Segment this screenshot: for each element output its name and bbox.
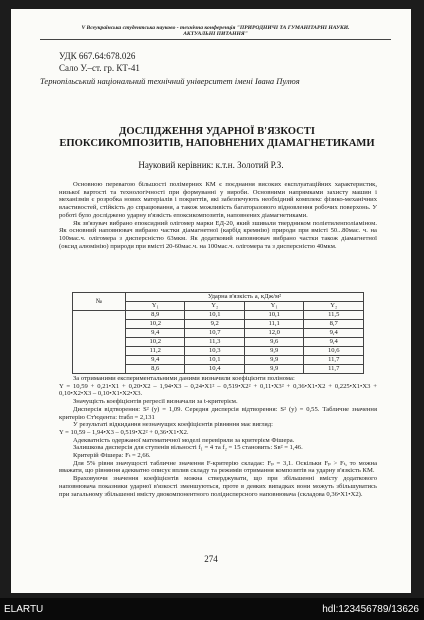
table-cell: 11,5 [304, 311, 364, 320]
author-line: Сало У.–ст. гр. КТ-41 [59, 63, 140, 73]
table-cell: 10,1 [185, 356, 244, 365]
table-row [73, 356, 364, 365]
table-cell: 11,7 [304, 365, 364, 374]
table-cell: 9,6 [244, 338, 303, 347]
table-cell: 9,2 [185, 320, 244, 329]
table-cell: 11,2 [126, 347, 185, 356]
table-cell: 9,4 [126, 356, 185, 365]
intro-text [59, 181, 377, 250]
table-cell: 11,7 [304, 356, 364, 365]
table-cell: 9,9 [244, 356, 303, 365]
paragraph-dispersion: Дисперсія відтворення: S² (y) = 1,09. Середня дисперсія відтворення: S² (y) = 0,55. Табличне значення критерію Ст'юдента: tтабл = 2,131 [59, 405, 377, 421]
table-cell: 8,9 [126, 311, 185, 320]
paragraph-materials: Як зв'язувач вибрано епоксидний олігомер марки ЕД-20, який зшивали твердником поліетиленполіаміном. Як основний наповнювач вибрано частки діамагнетної (карбід кремнію) природи при вмісті 50...80мас. ч. на 100мас.ч. олігомера з дисперсністю 63мкм. Як додатковий наповнювач вибрано частки також діамагнетної (оксид алюмінію) природи при вмісті 20-60мас.ч. на 100мас.ч. олігомера та з дисперсністю 40мкм. [59, 219, 377, 250]
table-cell: 10,2 [126, 320, 185, 329]
table-subheader: Y₁ [244, 302, 303, 311]
header-line-1: V Всеукраїнська студентська науково - технічна конференція "ПРИРОДНИЧІ ТА ГУМАНІТАРНІ НАУКИ. [81, 25, 350, 31]
table-cell: 9,4 [126, 329, 185, 338]
table-row [73, 320, 364, 329]
table-header-number: № [73, 293, 126, 311]
paper-page [11, 9, 411, 593]
supervisor-line: Науковий керівник: к.т.н. Золотий Р.З. [138, 160, 284, 170]
table-row [73, 311, 364, 320]
table-cell: 8,7 [304, 320, 364, 329]
table-row [73, 365, 364, 374]
table-subheader: Y₁ [126, 302, 185, 311]
table-cell: 9,4 [304, 329, 364, 338]
table-subheader: Y₂ [185, 302, 244, 311]
header-line-2: АКТУАЛЬНІ ПИТАННЯ" [183, 31, 248, 38]
table-row [73, 338, 364, 347]
title-line-1: ДОСЛІДЖЕННЯ УДАРНОЇ В'ЯЗКОСТІ [119, 126, 315, 137]
table-subheader: Y₂ [304, 302, 364, 311]
table-cell: 11,1 [244, 320, 303, 329]
affiliation: Тернопільський національний технічний університет імені Івана Пулюя [40, 76, 300, 86]
table-header-main: Ударна в'язкість а, кДж/м² [126, 293, 364, 302]
table-cell: 9,4 [304, 338, 364, 347]
footer-repository-name: ELARTU [4, 604, 44, 615]
table-cell: 10,1 [185, 311, 244, 320]
paragraph-adequacy: Адекватність одержаної математичної моделі перевіряли за критерієм Фішера. [73, 436, 295, 444]
table-cell: 10,3 [185, 347, 244, 356]
table-row [73, 329, 364, 338]
paragraph-t-criterion: Значущість коефіцієнтів регресії визначали за t-критерієм. [73, 398, 238, 406]
paragraph-coefficients-intro: За отриманими експериментальними даними визначили коефіцієнти полінома: [73, 375, 295, 382]
paragraph-f-table: Для 5% рівня значущості табличне значення F-критерію складає: Fₚ = 3,1. Оскільки Fₚ > Fₜ, то можна вважати, що рівняння адекватно описує вплив складу та режимів отримання композитів на ударну в'язкість КМ. [59, 459, 377, 475]
table-header-row [73, 293, 364, 302]
table-cell: 10,7 [185, 329, 244, 338]
table-cell: 9,9 [244, 365, 303, 374]
impact-strength-table [72, 292, 364, 374]
udc-code: УДК 667.64:678.026 [59, 51, 136, 61]
paragraph-reduced-intro: У результаті відкидання незначущих коефіцієнтів рівняння має вигляд: [73, 421, 273, 429]
repository-footer [0, 598, 424, 620]
table-cell: 8,6 [126, 365, 185, 374]
paragraph-fisher: Критерій Фішера: Fₜ = 2,66. [73, 452, 151, 460]
table-cell: 10,2 [126, 338, 185, 347]
table-cell: 11,3 [185, 338, 244, 347]
page-number: 274 [204, 554, 218, 564]
results-text [59, 375, 377, 498]
paragraph-conclusion: Враховуючи значення коефіцієнтів можна стверджувати, що при збільшенні вмісту додаткового наповнювача показники ударної в'язкості зменшуються, проте в деяких випадках вони можуть збільшуватись при загальному збільшенні вмісту двокомпонентного полідисперсного наповнювача (складова 0,36•X1•X2). [59, 475, 377, 498]
paragraph-residual-dispersion: Залишкова дисперсія для ступенів вільності f₁ = 4 та f₂ = 15 становить: Sв² = 1,46. [73, 444, 303, 452]
equation-full-polynomial: Y = 10,59 + 0,21•X1 + 0,20•X2 – 1,94•X3 – 0,24•X1² – 0,519•X2² + 0,11•X3² + 0,36•X1•X2 + 0,225•X1•X3 + 0,10•X2•X3 – 0,10•X1•X2•X3. [59, 382, 377, 398]
footer-handle: hdl:123456789/13626 [322, 604, 419, 615]
table-cell: 12,0 [244, 329, 303, 338]
equation-reduced-polynomial: Y = 10,59 – 1,94•X3 – 0,519•X2² + 0,36•X1•X2. [59, 428, 189, 436]
paragraph-intro: Основною перевагою більшості полімерних КМ є поєднання високих експлуатаційних характеристик, низької вартості та технологічності при формуванні у вироби. Основними напрямками захисту машин і механізмів є розробка нових матеріалів і покриттів, які забезпечують необхідний комплекс фізико-механічних властивостей, стійкість до спрацювання, а також можливість багаторазового відновлення робочих поверхонь. У роботі було досліджено ударну в'язкість епоксикомпозитів, наповнених діамагнетиками. [59, 181, 377, 219]
title-line-2: ЕПОКСИКОМПОЗИТІВ, НАПОВНЕНИХ ДІАМАГНЕТИКАМИ [59, 138, 375, 149]
table-cell: 10,4 [185, 365, 244, 374]
paper-title [51, 126, 383, 150]
table-row [73, 347, 364, 356]
table-cell: 9,9 [244, 347, 303, 356]
table-cell: 10,6 [304, 347, 364, 356]
conference-header [40, 25, 391, 40]
table-cell: 10,1 [244, 311, 303, 320]
